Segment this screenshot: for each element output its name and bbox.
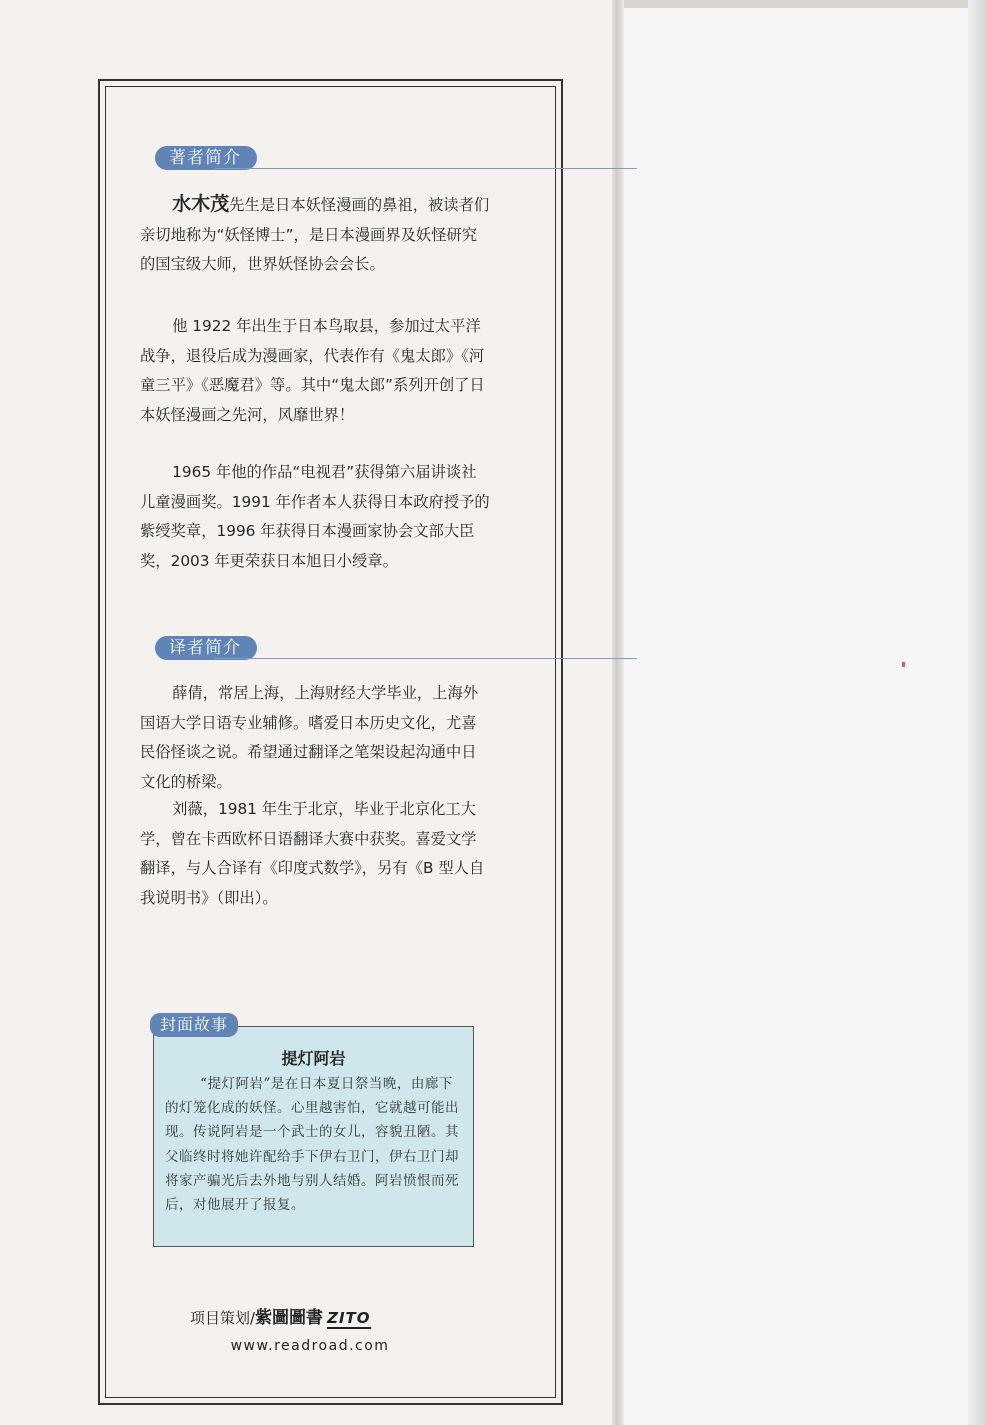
author-paragraph-1 [140, 190, 490, 280]
page-fold [612, 0, 624, 1425]
right-blank-page [624, 8, 985, 1425]
zito-logo: ZITO [327, 1309, 371, 1327]
section-rule [215, 168, 637, 169]
author-paragraph-2: 他 1922 年出生于日本鸟取县，参加过太平洋战争，退役后成为漫画家，代表作有《鬼太郎》《河童三平》《恶魔君》等。其中“鬼太郎”系列开创了日本妖怪漫画之先河，风靡世界！ [140, 317, 485, 424]
translator-paragraph-2: 刘薇，1981 年生于北京，毕业于北京化工大学，曾在卡西欧杯日语翻译大赛中获奖。喜爱文学翻译，与人合译有《印度式数学》，另有《B 型人自我说明书》（即出）。 [140, 800, 485, 907]
cover-story-title: 提灯阿岩 [281, 1049, 346, 1068]
section-rule [215, 658, 637, 659]
website-url: www.readroad.com [230, 1338, 390, 1354]
cover-story-text: “提灯阿岩”是在日本夏日祭当晚，由廊下的灯笼化成的妖怪。心里越害怕，它就越可能出现。传说阿岩是一个武士的女儿，容貌丑陋。其父临终时将她许配给手下伊右卫门，伊右卫门却将家产骗光后去外地与别人结婚。阿岩愤恨而死后，对他展开了报复。 [165, 1076, 459, 1214]
page-edge [968, 0, 985, 1425]
author-section-heading: 著者简介 [155, 146, 257, 170]
publisher-brand: 紫圖圖書 [255, 1308, 324, 1328]
author-name: 水木茂 [172, 193, 230, 215]
publisher-credit [190, 1303, 450, 1329]
ink-speck [902, 662, 905, 667]
credit-label: 项目策划/ [190, 1309, 256, 1327]
translator-paragraph-1: 薛倩，常居上海，上海财经大学毕业，上海外国语大学日语专业辅修。嗜爱日本历史文化，尤喜民俗怪谈之说。希望通过翻译之笔架设起沟通中日文化的桥梁。 [140, 684, 479, 791]
cover-story-heading: 封面故事 [150, 1013, 238, 1037]
author-paragraph-1-text: 先生是日本妖怪漫画的鼻祖，被读者们亲切地称为“妖怪博士”，是日本漫画界及妖怪研究的国宝级大师，世界妖怪协会会长。 [140, 196, 490, 273]
author-paragraph-3: 1965 年他的作品“电视君”获得第六届讲谈社儿童漫画奖。1991 年作者本人获得日本政府授予的紫绶奖章，1996 年获得日本漫画家协会文部大臣奖，2003 年更荣获日本旭日小绶章。 [140, 463, 490, 570]
translator-section-heading: 译者简介 [155, 636, 257, 660]
